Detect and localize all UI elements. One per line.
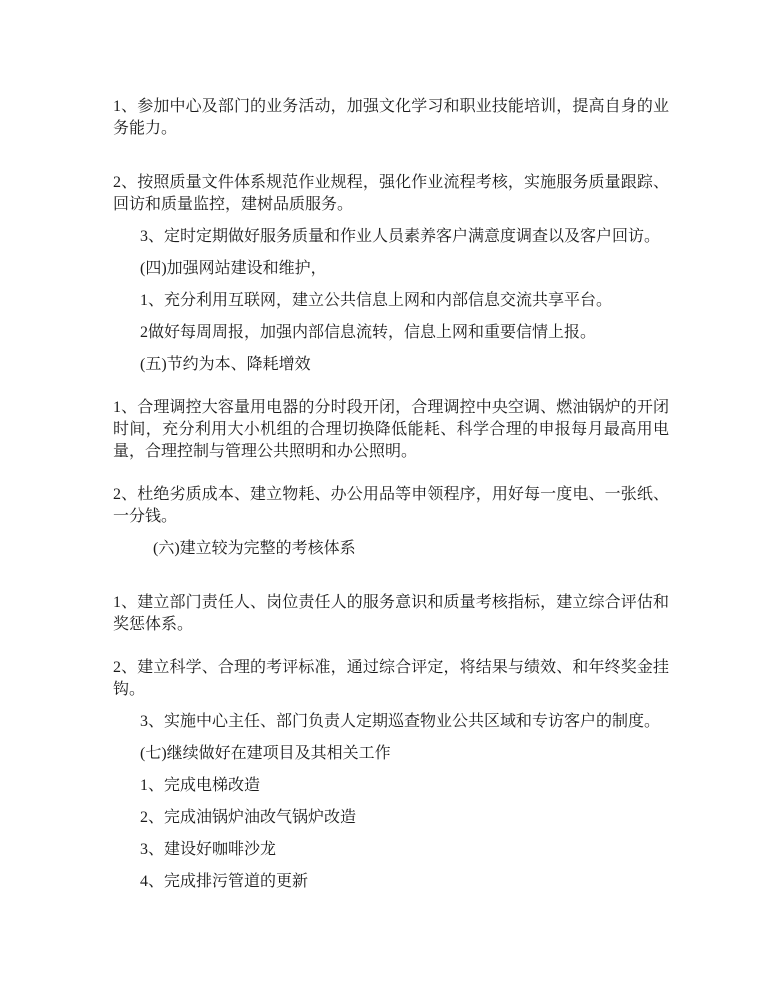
document-body [113, 96, 669, 893]
paragraph: (六)建立较为完整的考核体系 [153, 540, 356, 557]
paragraph: 2、杜绝劣质成本、建立物耗、办公用品等申领程序，用好每一度电、一张纸、一分钱。 [113, 486, 669, 525]
paragraph: (七)继续做好在建项目及其相关工作 [140, 745, 391, 762]
paragraph: (四)加强网站建设和维护， [140, 260, 327, 277]
paragraph: (五)节约为本、降耗增效 [140, 356, 311, 373]
paragraph: 2、建立科学、合理的考评标准，通过综合评定，将结果与绩效、和年终奖金挂钩。 [113, 659, 669, 698]
paragraph: 3、实施中心主任、部门负责人定期巡查物业公共区域和专访客户的制度。 [140, 713, 661, 730]
paragraph: 2做好每周周报，加强内部信息流转，信息上网和重要信情上报。 [140, 324, 597, 341]
paragraph: 2、按照质量文件体系规范作业规程，强化作业流程考核，实施服务质量跟踪、回访和质量监控，建树品质服务。 [113, 174, 669, 213]
paragraph: 4、完成排污管道的更新 [140, 873, 309, 890]
paragraph: 1、完成电梯改造 [140, 777, 261, 794]
paragraph: 1、参加中心及部门的业务活动，加强文化学习和职业技能培训，提高自身的业务能力。 [113, 98, 669, 137]
paragraph: 1、充分利用互联网，建立公共信息上网和内部信息交流共享平台。 [140, 292, 613, 309]
paragraph: 2、完成油锅炉油改气锅炉改造 [140, 809, 357, 826]
paragraph: 3、定时定期做好服务质量和作业人员素养客户满意度调查以及客户回访。 [140, 228, 661, 245]
paragraph: 3、建设好咖啡沙龙 [140, 841, 277, 858]
paragraph: 1、合理调控大容量用电器的分时段开闭，合理调控中央空调、燃油锅炉的开闭时间，充分利用大小机组的合理切换降低能耗、科学合理的申报每月最高用电量，合理控制与管理公共照明和办公照明。 [113, 399, 669, 460]
paragraph: 1、建立部门责任人、岗位责任人的服务意识和质量考核指标，建立综合评估和奖惩体系。 [113, 594, 669, 633]
